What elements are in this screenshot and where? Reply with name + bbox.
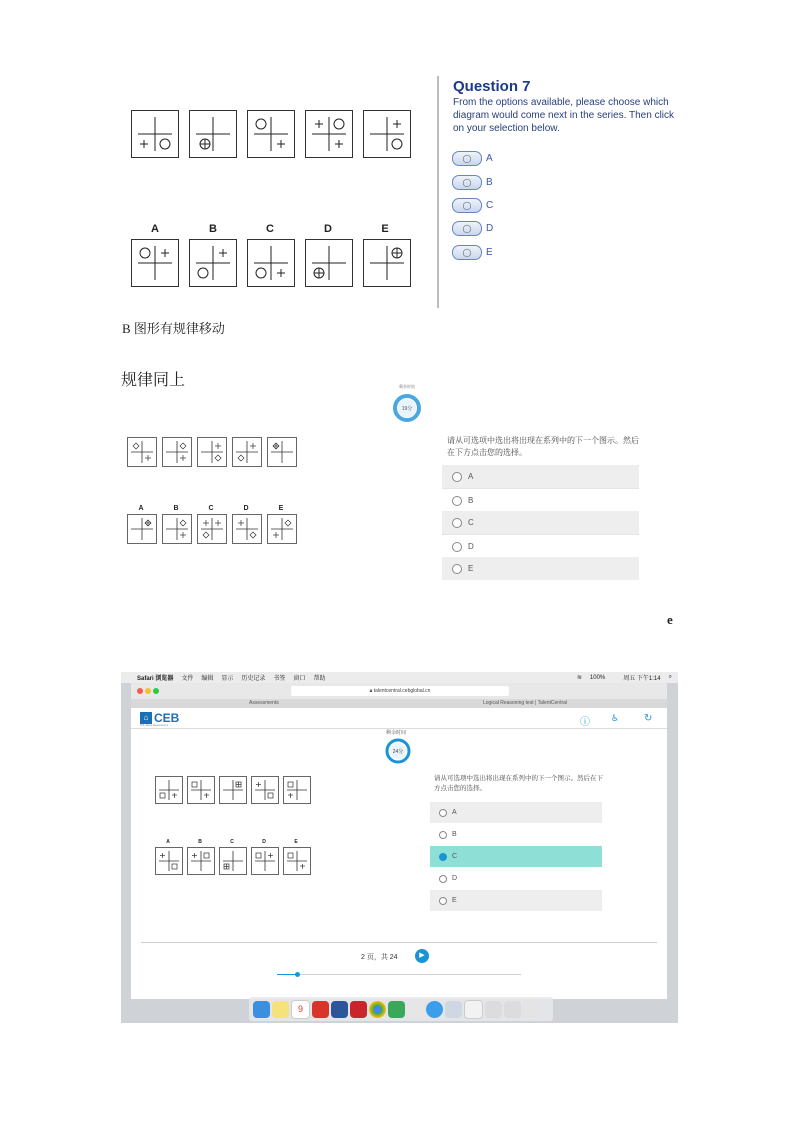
radio-icon[interactable] <box>452 542 462 552</box>
word-icon[interactable] <box>331 1001 348 1018</box>
accessibility-icon[interactable]: ♿︎ <box>611 713 620 723</box>
series-frame-2 <box>187 776 215 804</box>
q2-option-label: E <box>468 564 474 573</box>
progress-track <box>277 974 521 975</box>
shot-series-figures <box>155 776 315 804</box>
q7-option-e[interactable] <box>452 244 493 260</box>
menu-file[interactable]: 文件 <box>181 676 194 682</box>
q7-option-label: C <box>486 199 494 211</box>
series-frame-4 <box>232 437 262 467</box>
series-frame-2 <box>189 110 237 158</box>
next-button[interactable]: ▶ <box>415 949 429 963</box>
logout-icon[interactable]: ↻ <box>644 713 653 724</box>
radio-icon[interactable] <box>439 809 447 817</box>
q2-option-e[interactable] <box>442 557 639 580</box>
chrome-icon[interactable] <box>369 1001 386 1018</box>
q2-option-label: A <box>468 472 474 481</box>
series-frame-3 <box>219 776 247 804</box>
option-frame-c <box>197 514 227 544</box>
q7-figure-label-b: B <box>209 223 217 235</box>
browser-window <box>131 683 667 999</box>
q7-option-figures <box>131 239 411 287</box>
option-frame-a <box>131 239 179 287</box>
timer-label: 剩余时间 <box>385 730 406 736</box>
q2-option-label: D <box>468 542 474 551</box>
series-frame-5 <box>283 776 311 804</box>
q7-option-label: E <box>486 246 493 258</box>
timer-value: 24分 <box>392 749 404 755</box>
q2-figure-label-d: D <box>243 505 249 512</box>
series-frame-1 <box>155 776 183 804</box>
option-frame-c <box>219 847 247 875</box>
option-frame-e <box>363 239 411 287</box>
preview-icon[interactable] <box>445 1001 462 1018</box>
finder-icon[interactable] <box>253 1001 270 1018</box>
q7-instructions: From the options available, please choose which diagram would come next in the series. Then click on your selection below. <box>453 97 675 134</box>
radio-icon[interactable] <box>439 831 447 839</box>
browser-screenshot <box>121 672 678 1023</box>
search-icon[interactable]: ⌕ <box>668 674 672 680</box>
radio-pill-icon[interactable]: ◯ <box>452 245 482 260</box>
shot-option-label: B <box>452 831 457 838</box>
tab-bar <box>131 699 667 708</box>
lock-icon: 🔒︎ <box>369 688 373 694</box>
series-frame-1 <box>127 437 157 467</box>
caption-answer: B 图形有规律移动 <box>122 321 225 336</box>
minimize-dot-icon[interactable] <box>145 688 151 694</box>
option-frame-c <box>247 239 295 287</box>
q7-title: Question 7 <box>453 78 531 95</box>
timer-value: 19分 <box>401 406 413 412</box>
option-frame-b <box>187 847 215 875</box>
series-frame-4 <box>305 110 353 158</box>
series-frame-5 <box>267 437 297 467</box>
q7-figure-label-e: E <box>381 223 389 235</box>
option-frame-e <box>267 514 297 544</box>
q7-figure-label-a: A <box>151 223 159 235</box>
menu-help[interactable]: 帮助 <box>313 676 326 682</box>
shot-option-label: E <box>452 897 457 904</box>
q7-option-label: D <box>486 222 494 234</box>
menu-window[interactable]: 窗口 <box>293 676 306 682</box>
shot-figure-label-a: A <box>166 839 170 845</box>
page-indicator: 2 页，共 24 <box>361 954 398 961</box>
series-frame-4 <box>251 776 279 804</box>
q2-option-label: B <box>468 496 474 505</box>
wifi-icon[interactable]: ≋ <box>576 675 582 681</box>
ceb-logo <box>140 711 179 725</box>
zoom-dot-icon[interactable] <box>153 688 159 694</box>
radio-icon[interactable] <box>452 496 462 506</box>
browser-toolbar <box>131 683 667 700</box>
menu-history[interactable]: 历史记录 <box>241 676 266 682</box>
radio-icon[interactable] <box>452 564 462 574</box>
option-frame-a <box>127 514 157 544</box>
radio-icon[interactable] <box>439 875 447 883</box>
radio-icon[interactable] <box>452 518 462 528</box>
q2-figure-label-a: A <box>138 505 144 512</box>
address-bar[interactable] <box>291 686 509 696</box>
trash-icon[interactable] <box>523 1001 540 1018</box>
help-icon[interactable]: ⓘ <box>580 717 590 728</box>
shot-option-label: D <box>452 875 458 882</box>
folder2-icon[interactable] <box>504 1001 521 1018</box>
q7-divider <box>437 76 439 308</box>
q2-figure-label-b: B <box>173 505 179 512</box>
q2-figure-label-c: C <box>208 505 214 512</box>
logo-subtitle: SHL Talent Measurement <box>140 724 169 727</box>
photos-icon[interactable] <box>407 1001 424 1018</box>
q2-series-figures <box>127 437 297 467</box>
mac-menubar <box>121 672 678 683</box>
battery-label: 100% <box>589 674 606 681</box>
answer-marker: e <box>667 612 673 627</box>
option-frame-d <box>251 847 279 875</box>
progress-handle[interactable] <box>295 972 300 977</box>
logo-text: CEB <box>154 711 180 725</box>
option-frame-e <box>283 847 311 875</box>
q7-option-a[interactable] <box>452 150 493 166</box>
docs-icon[interactable] <box>464 1000 483 1019</box>
menu-safari[interactable]: Safari 浏览器 <box>137 676 174 682</box>
q7-series-figures <box>131 110 411 158</box>
building-icon: ⌂ <box>140 712 152 724</box>
q7-figure-label-d: D <box>324 223 332 235</box>
option-frame-d <box>232 514 262 544</box>
q7-option-label: A <box>486 152 493 164</box>
close-dot-icon[interactable] <box>137 688 143 694</box>
q7-option-b[interactable] <box>452 174 493 190</box>
q2-figure-label-e: E <box>278 505 284 512</box>
shot-option-label: A <box>452 809 457 816</box>
q7-figure-label-c: C <box>266 223 274 235</box>
timer-top-label: 剩余时间 <box>399 384 415 389</box>
series-frame-3 <box>247 110 295 158</box>
clock-label: 周五 下午1:14 <box>623 676 661 682</box>
series-frame-2 <box>162 437 192 467</box>
q7-option-d[interactable] <box>452 220 493 236</box>
safari-icon[interactable] <box>426 1001 443 1018</box>
shot-option-d[interactable] <box>430 868 602 889</box>
tab-logical-reasoning[interactable]: Logical Reasoning test | TalentCentral <box>483 700 568 706</box>
q2-instructions: 请从可选项中选出将出现在系列中的下一个图示。然后在下方点击您的选择。 <box>447 436 639 457</box>
app-green-icon[interactable] <box>388 1001 405 1018</box>
radio-pill-icon[interactable]: ◯ <box>452 198 482 213</box>
shot-option-label: C <box>452 853 458 860</box>
url-text: talentcentral.cebglobal.cn <box>373 688 431 694</box>
shot-option-a[interactable] <box>430 802 602 823</box>
shot-option-figures <box>155 847 315 875</box>
app-red2-icon[interactable] <box>350 1001 367 1018</box>
series-frame-3 <box>197 437 227 467</box>
menu-view[interactable]: 显示 <box>221 676 234 682</box>
radio-pill-icon[interactable]: ◯ <box>452 151 482 166</box>
radio-selected-icon[interactable] <box>439 853 447 861</box>
shot-figure-label-b: B <box>198 839 202 845</box>
footer-divider <box>141 942 657 943</box>
tab-assessments[interactable]: Assessments <box>249 700 279 706</box>
shot-figure-label-d: D <box>262 839 266 845</box>
series-frame-1 <box>131 110 179 158</box>
q2-option-b[interactable] <box>442 488 639 513</box>
option-frame-a <box>155 847 183 875</box>
notes-icon[interactable] <box>272 1001 289 1018</box>
shot-option-e[interactable] <box>430 890 602 911</box>
menu-bookmarks[interactable]: 书签 <box>273 676 286 682</box>
option-frame-b <box>189 239 237 287</box>
q2-option-c[interactable] <box>442 511 639 534</box>
calendar-icon[interactable]: 9 <box>291 1000 310 1019</box>
radio-icon[interactable] <box>452 472 462 482</box>
shot-option-c-selected[interactable] <box>430 846 602 867</box>
folder-icon[interactable] <box>485 1001 502 1018</box>
radio-pill-icon[interactable]: ◯ <box>452 175 482 190</box>
q2-option-d[interactable] <box>442 534 639 559</box>
shot-figure-label-e: E <box>294 839 298 845</box>
q2-option-figures <box>127 514 297 544</box>
option-frame-d <box>305 239 353 287</box>
mac-dock <box>249 997 553 1021</box>
app-red-icon[interactable] <box>312 1001 329 1018</box>
q2-option-a[interactable] <box>442 465 639 488</box>
shot-option-b[interactable] <box>430 824 602 845</box>
option-frame-b <box>162 514 192 544</box>
q7-option-c[interactable] <box>452 197 493 213</box>
shot-instructions: 请从可选项中选出将出现在系列中的下一个图示。然后在下方点击您的选择。 <box>434 775 603 792</box>
series-frame-5 <box>363 110 411 158</box>
shot-figure-label-c: C <box>230 839 234 845</box>
progress-fill <box>277 974 297 975</box>
radio-pill-icon[interactable]: ◯ <box>452 221 482 236</box>
menu-edit[interactable]: 编辑 <box>201 676 214 682</box>
q2-option-label: C <box>468 518 474 527</box>
heading-rule-same: 规律同上 <box>121 372 186 389</box>
q7-option-label: B <box>486 176 493 188</box>
radio-icon[interactable] <box>439 897 447 905</box>
